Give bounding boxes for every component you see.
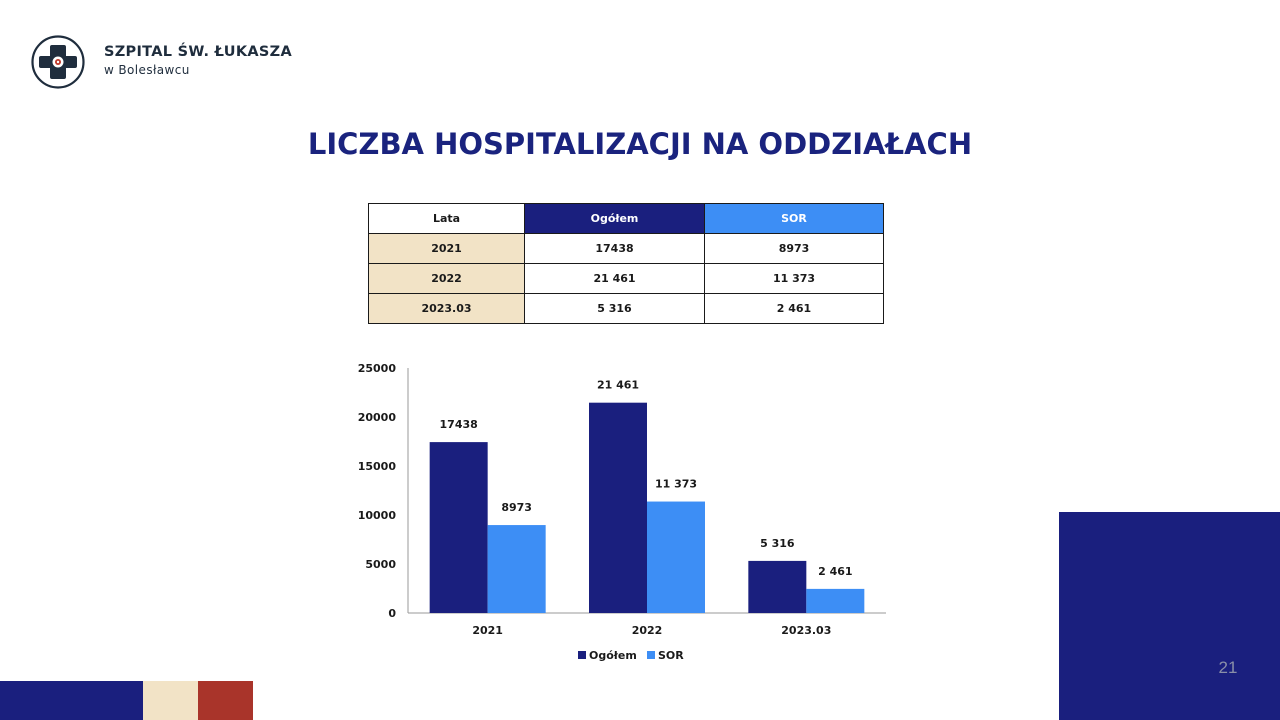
data-label: 8973 [501, 501, 532, 515]
decorative-footer-navy [0, 681, 143, 720]
sor-cell: 8973 [705, 234, 884, 264]
bar-sor [806, 589, 864, 613]
data-label: 5 316 [760, 536, 795, 550]
table-row [369, 264, 884, 294]
decorative-footer-cream [143, 681, 198, 720]
data-label: 21 461 [596, 378, 640, 392]
x-tick-label: 2021 [472, 624, 503, 637]
data-label: 11 373 [654, 477, 698, 491]
ogolem-cell: 21 461 [525, 264, 705, 294]
table-row [369, 234, 884, 264]
y-tick-label: 5000 [365, 558, 396, 571]
ogolem-cell: 5 316 [525, 294, 705, 324]
legend-label: Ogółem [589, 649, 637, 662]
sor-cell: 11 373 [705, 264, 884, 294]
page-number: 21 [1218, 658, 1238, 677]
y-tick-label: 20000 [357, 411, 396, 424]
year-cell: 2023.03 [369, 294, 525, 324]
hospital-logo [31, 35, 85, 89]
decorative-footer-red [198, 681, 253, 720]
x-tick-label: 2022 [631, 624, 663, 637]
table-header-row [369, 204, 884, 234]
hospital-name: SZPITAL ŚW. ŁUKASZA [104, 44, 292, 60]
year-cell: 2022 [369, 264, 525, 294]
header-sor: SOR [705, 204, 884, 234]
decorative-navy-block [1059, 512, 1280, 720]
hospitalization-table [368, 203, 884, 324]
bar-ogolem [589, 403, 647, 613]
legend-label: SOR [658, 649, 684, 662]
legend-swatch [578, 651, 586, 659]
header-ogolem: Ogółem [525, 204, 705, 234]
table-row [369, 294, 884, 324]
data-label: 17438 [439, 418, 478, 432]
y-tick-label: 25000 [357, 362, 396, 375]
page-title: LICZBA HOSPITALIZACJI NA ODDZIAŁACH [307, 127, 973, 161]
x-tick-label: 2023.03 [781, 624, 832, 637]
y-tick-label: 10000 [357, 509, 396, 522]
hospitalization-bar-chart [340, 355, 900, 675]
sor-cell: 2 461 [705, 294, 884, 324]
data-label: 2 461 [818, 564, 853, 578]
legend-swatch [647, 651, 655, 659]
hospital-city: w Bolesławcu [104, 63, 190, 77]
bar-ogolem [430, 442, 488, 613]
bar-sor [488, 525, 546, 613]
bar-ogolem [748, 561, 806, 613]
ogolem-cell: 17438 [525, 234, 705, 264]
year-cell: 2021 [369, 234, 525, 264]
bar-sor [647, 502, 705, 613]
header-lata: Lata [369, 204, 525, 234]
y-tick-label: 0 [388, 607, 396, 620]
y-tick-label: 15000 [357, 460, 396, 473]
